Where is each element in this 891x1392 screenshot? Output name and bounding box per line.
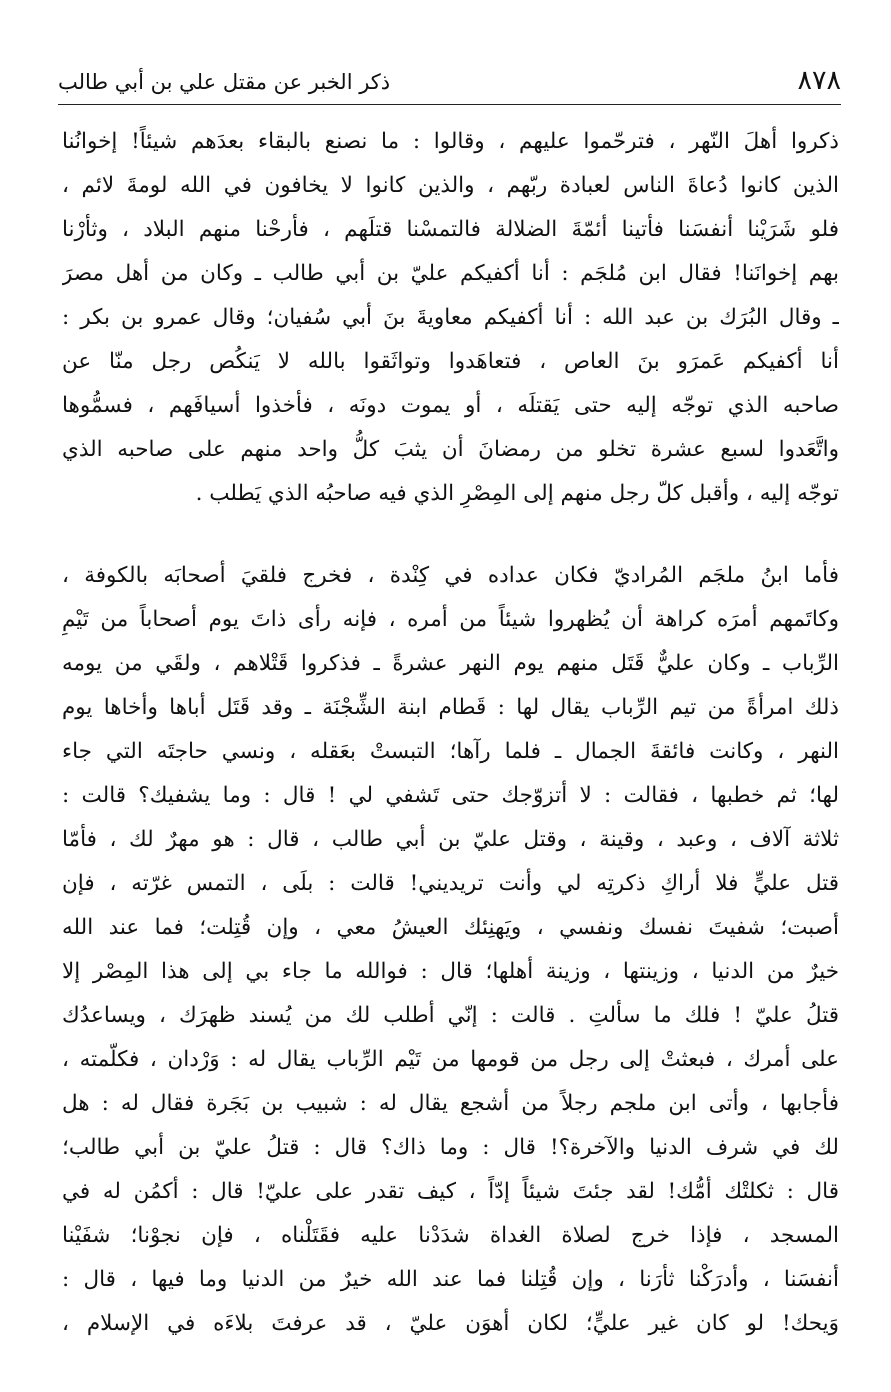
text-line: فأما ابنُ ملجَم المُراديّ فكان عداده في كِنْدة ، فخرج فلقيَ أصحابَه بالكوفة ، [62,563,839,588]
text-line: الذين كانوا دُعاةَ الناس لعبادة ربّهم ، والذين كانوا لا يخافون في الله لومةَ لائم ، [62,173,839,198]
text-line: أنفسَنا ، وأدرَكْنا ثأرَنا ، وإن قُتِلنا فما عند الله خيرٌ من الدنيا وما فيها ، قال : [62,1267,839,1292]
paragraph-2 [62,554,839,1346]
text-line: أنا أكفيكم عَمرَو بنَ العاص ، فتعاهَدوا وتواثَقوا بالله لا يَنكُص رجل منّا عن [62,349,839,374]
text-line: وكاتَمهم أمرَه كراهة أن يُظهروا شيئاً من أمره ، فإنه رأى ذاتَ يوم أصحاباً من تَيْمِ [62,607,839,632]
text-line: على أمرك ، فبعثتْ إلى رجل من قومها من تَيْم الرِّباب يقال له : وَرْدان ، فكلّمته ، [62,1047,839,1072]
text-line: ثلاثة آلاف ، وعبد ، وقينة ، وقتل عليّ بن أبي طالب ، قال : هو مهرٌ لك ، فأمّا [62,827,839,852]
text-line: بهم إخوانَنا! فقال ابن مُلجَم : أنا أكفيكم عليّ بن أبي طالب ـ وكان من أهل مصرَ [62,261,839,286]
text-line: لها؛ ثم خطبها ، فقالت : لا أتزوّجك حتى تَشفي لي ! قال : وما يشفيك؟ قالت : [62,783,839,808]
page-number: ٨٧٨ [797,65,841,96]
text-line: قتلُ عليّ ! فلك ما سألتِ . قالت : إنّي أطلب لك من يُسند ظهرَك ، ويساعدُك [62,1003,839,1028]
text-line: الرِّباب ـ وكان عليٌّ قَتَل منهم يوم النهر عشرةً ـ فذكروا قَتْلاهم ، ولقَي من يومه [62,651,839,676]
paragraph-1 [62,120,839,516]
text-line: فأجابها ، وأتى ابن ملجم رجلاً من أشجع يقال له : شبيب بن بَجَرة فقال له : هل [62,1091,839,1116]
text-line: لك في شرف الدنيا والآخرة؟! قال : وما ذاك؟ قال : قتلُ عليّ بن أبي طالب؛ [62,1135,839,1160]
text-line: خيرٌ من الدنيا ، وزينتها ، وزينة أهلها؛ قال : فوالله ما جاء بي إلى هذا المِصْر إلا [62,959,839,984]
text-line: واتَّعَدوا لسبع عشرة تخلو من رمضانَ أن يثبَ كلُّ واحد منهم على صاحبه الذي [62,437,839,462]
text-line: فلو شَرَيْنا أنفسَنا فأتينا أئمّةَ الضلالة فالتمسْنا قتلَهم ، فأرحْنا منهم البلاد ، وثأرْنا [62,217,839,242]
text-line: النهر ، وكانت فائقةَ الجمال ـ فلما رآها؛ التبستْ بعَقله ، ونسي حاجتَه التي جاء [62,739,839,764]
page-header [58,62,841,105]
text-line: ذكروا أهلَ النّهر ، فترحّموا عليهم ، وقالوا : ما نصنع بالبقاء بعدَهم شيئاً! إخوانُنا [62,129,839,154]
text-line: قتل عليٍّ فلا أراكِ ذكرتِه لي وأنت تريديني! قالت : بلَى ، التمس غرّته ، فإن [62,871,839,896]
text-line: توجّه إليه ، وأقبل كلّ رجل منهم إلى المِصْرِ الذي فيه صاحبُه الذي يَطلب . [195,481,839,506]
text-line: قال : ثكلتْك أمُّك! لقد جئتَ شيئاً إدّاً ، كيف تقدر على عليّ! قال : أكمُن له في [62,1179,839,1204]
text-line: وَيحك! لو كان غير عليٍّ؛ لكان أهوَن عليّ ، قد عرفتَ بلاءَه في الإسلام ، [62,1311,839,1336]
text-line: ـ وقال البُرَك بن عبد الله : أنا أكفيكم معاويةَ بنَ أبي سُفيان؛ وقال عمرو بن بكر : [62,305,839,330]
running-title: ذكر الخبر عن مقتل علي بن أبي طالب [58,70,391,94]
text-line: أصبت؛ شفيتَ نفسك ونفسي ، ويَهنِئك العيشُ معي ، وإن قُتِلت؛ فما عند الله [62,915,839,940]
text-line: ذلك امرأةً من تيم الرِّباب يقال لها : قَطام ابنة الشِّجْنَة ـ وقد قَتَل أباها وأخاها يوم [62,695,839,720]
text-line: صاحبه الذي توجّه إليه حتى يَقتلَه ، أو يموت دونَه ، فأخذوا أسيافَهم ، فسمُّوها [62,393,839,418]
text-line: المسجد ، فإذا خرج لصلاة الغداة شدَدْنا عليه فقَتَلْناه ، فإن نجوْنا؛ شفَيْنا [62,1223,839,1248]
